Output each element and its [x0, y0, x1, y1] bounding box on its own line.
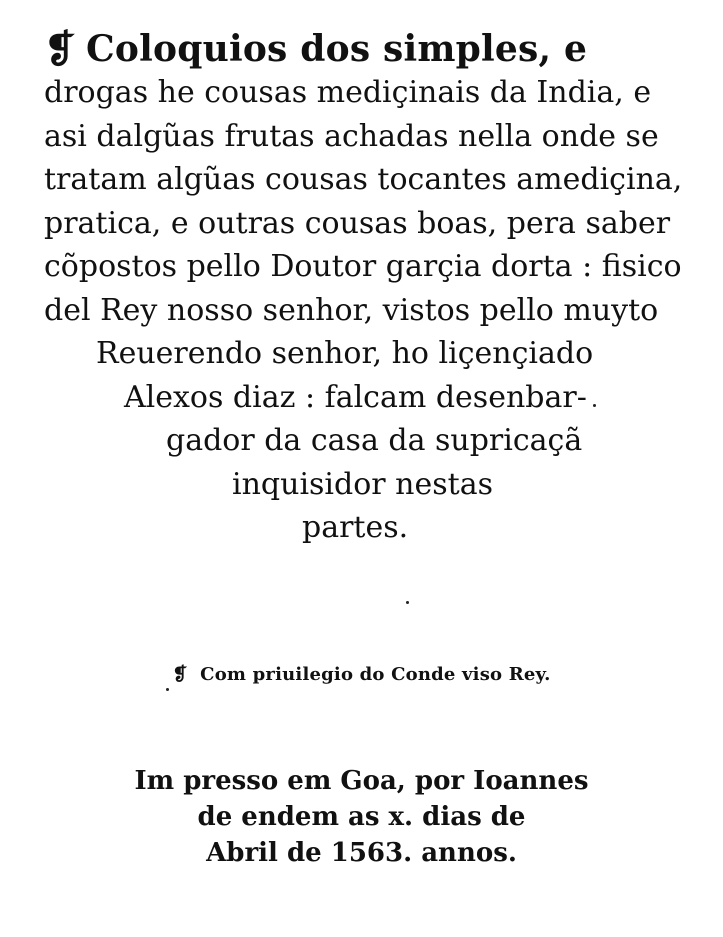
title-first-line-text: Coloquios dos simples, e: [86, 28, 588, 70]
title-line-4: pratica, e outras cousas boas, pera saber: [44, 205, 671, 241]
ink-speck: [406, 601, 409, 604]
title-line-6: del Rey nosso senhor, vistos pello muyto: [44, 292, 659, 328]
pilcrow-icon: ❡: [44, 26, 77, 71]
title-line-5: cõpostos pello Doutor garçia dorta : fisico: [44, 249, 682, 284]
title-line-11: partes.: [302, 510, 409, 545]
title-line-7: Reuerendo senhor, ho liçençiado: [96, 336, 594, 371]
imprint-block: [0, 768, 723, 876]
title-line-2: asi dalgũas frutas achadas nella onde se: [44, 118, 659, 154]
imprint-line-1: Im presso em Goa, por Ioannes: [134, 766, 589, 796]
pilcrow-icon: ❡: [172, 664, 188, 685]
title-line-9: gador da casa da supricaçã: [166, 423, 583, 458]
title-line-3: tratam algũas cousas tocantes amediçina,: [44, 162, 683, 197]
imprint-line-2: de endem as x. dias de: [197, 802, 526, 832]
title-block: [44, 26, 684, 557]
title-line-10: inquisidor nestas: [232, 466, 493, 502]
title-line-1: drogas he cousas mediçinais da India, e: [44, 75, 652, 110]
imprint-line-3: Abril de 1563. annos.: [206, 838, 517, 868]
title-first-line: [44, 26, 684, 71]
privilege-line: [0, 664, 723, 685]
title-line-8: Alexos diaz : falcam desenbar-: [124, 379, 587, 415]
ink-speck: [593, 404, 596, 407]
privilege-text: Com priuilegio do Conde viso Rey.: [200, 664, 551, 685]
ink-speck: [166, 688, 169, 691]
